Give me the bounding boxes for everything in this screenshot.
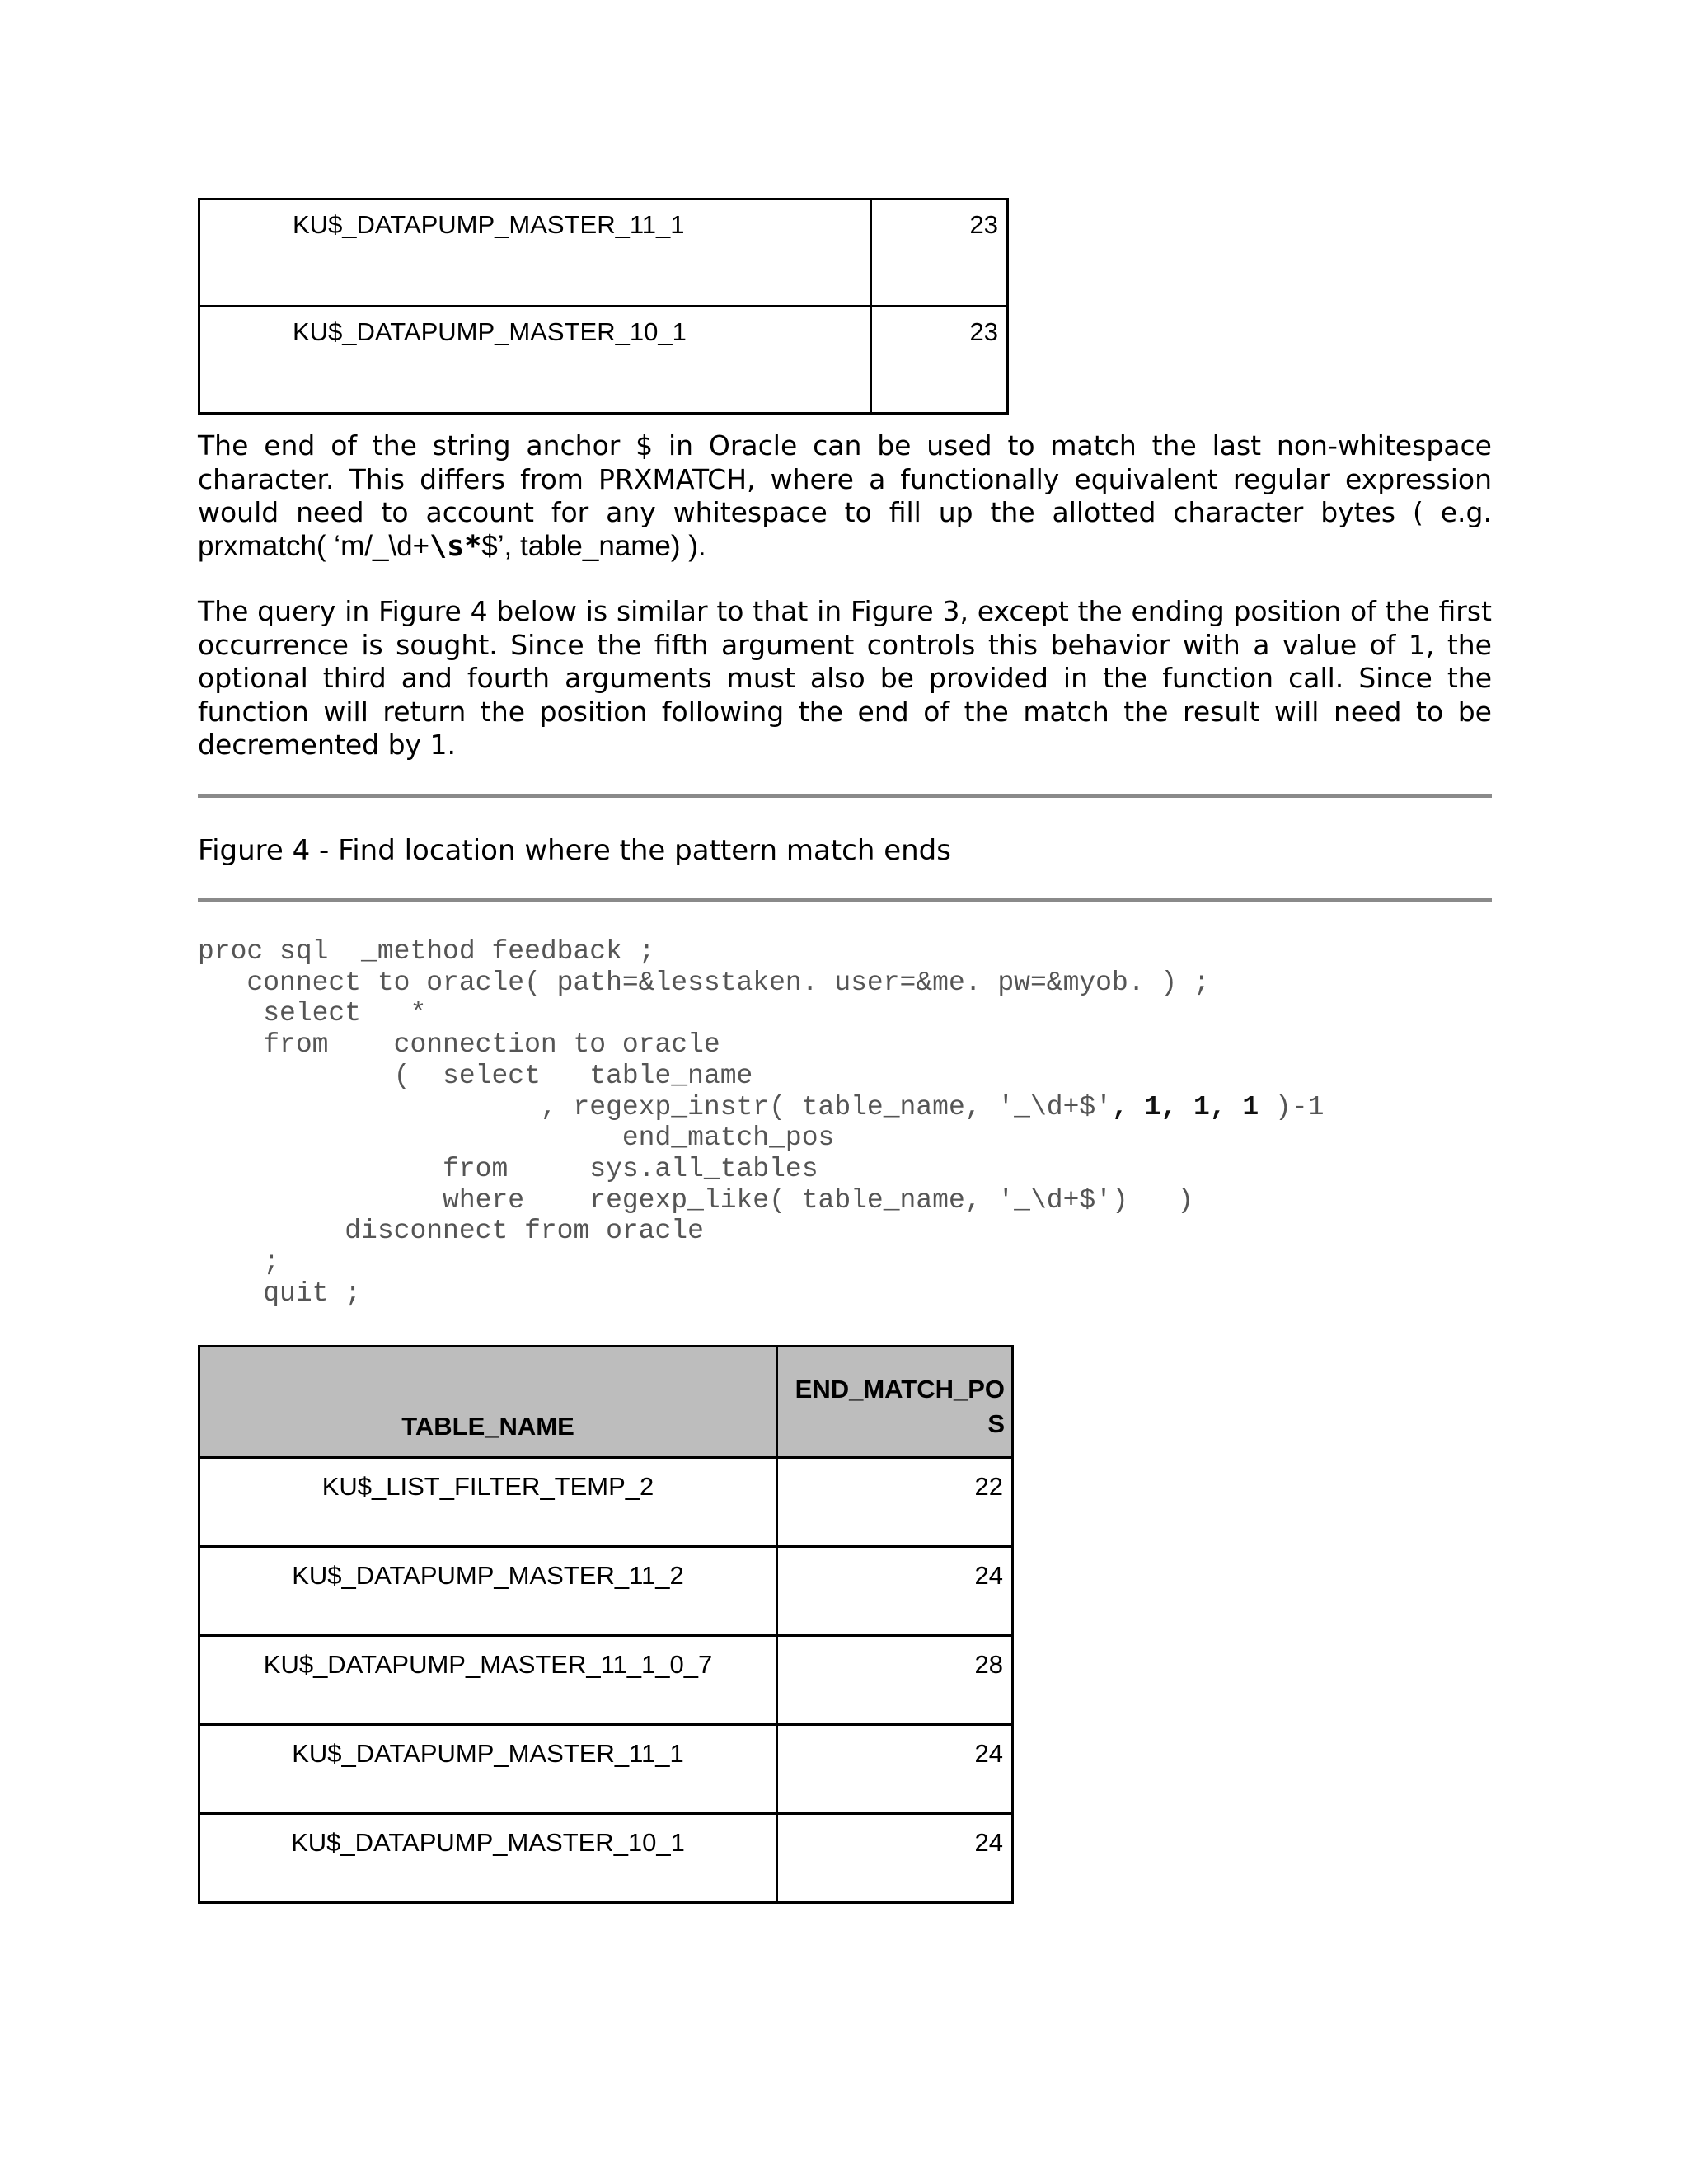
value-cell: 23 <box>871 307 1008 414</box>
table-name-cell: KU$_DATAPUMP_MASTER_11_2 <box>199 1547 777 1636</box>
table-row <box>199 1636 1013 1725</box>
table-row <box>199 199 1008 307</box>
column-header-table-name: TABLE_NAME <box>199 1347 777 1458</box>
inline-code-bold: \s* <box>429 529 482 563</box>
column-header-end-match-pos: END_MATCH_PO S <box>777 1347 1013 1458</box>
paragraph-text: The end of the string anchor $ in Oracle can be used to match the last non-whitespace character. This differs from PRXMATCH, where a functionally equivalent regular expression would need to account for any whitespace to fill up the allotted character bytes ( e.g. <box>198 429 1492 528</box>
figure-caption: Figure 4 - Find location where the pattern match ends <box>198 834 951 867</box>
value-cell: 22 <box>777 1458 1013 1547</box>
divider-top <box>198 794 1492 798</box>
end-match-results-table <box>198 1345 1014 1904</box>
table-name-cell: KU$_DATAPUMP_MASTER_11_1 <box>199 1725 777 1814</box>
code-line: ( select table_name <box>198 1060 753 1091</box>
paragraph-figure4-intro: The query in Figure 4 below is similar to that in Figure 3, except the ending position of the first occurrence is sought. Since the fifth argument controls this behavior with a value of 1, the optional third and fourth arguments must also be provided in the function call. Since the function will return the position following the end of the match the result will need to be decremented by 1. <box>198 595 1492 761</box>
divider-bottom <box>198 898 1492 902</box>
table-row <box>199 1458 1013 1547</box>
table-name-cell: KU$_DATAPUMP_MASTER_11_1_0_7 <box>199 1636 777 1725</box>
code-line: where regexp_like( table_name, '_\d+$') ) <box>198 1184 1193 1216</box>
code-line: from connection to oracle <box>198 1029 720 1061</box>
table-row <box>199 1725 1013 1814</box>
code-line: from sys.all_tables <box>198 1153 818 1184</box>
paragraph-anchor-explanation <box>198 429 1492 563</box>
table-name-cell: KU$_DATAPUMP_MASTER_10_1 <box>199 307 871 414</box>
code-line: ; <box>198 1247 280 1278</box>
value-cell: 23 <box>871 199 1008 307</box>
table-row <box>199 1547 1013 1636</box>
table-name-cell: KU$_LIST_FILTER_TEMP_2 <box>199 1458 777 1547</box>
table-row <box>199 1814 1013 1903</box>
table-row <box>199 307 1008 414</box>
value-cell: 24 <box>777 1725 1013 1814</box>
code-line: , regexp_instr( table_name, '_\d+$', 1, 1, 1 )-1 <box>198 1091 1325 1122</box>
value-cell: 28 <box>777 1636 1013 1725</box>
value-cell: 24 <box>777 1547 1013 1636</box>
code-line: select * <box>198 998 427 1029</box>
inline-code: prxmatch( ‘m/_\d+\s*$’, table_name) ). <box>198 529 706 563</box>
code-line: quit ; <box>198 1277 362 1309</box>
top-results-table <box>198 198 1009 415</box>
table-name-cell: KU$_DATAPUMP_MASTER_11_1 <box>199 199 871 307</box>
code-line: end_match_pos <box>198 1122 835 1154</box>
code-bold-args: , 1, 1, 1 <box>1111 1091 1259 1122</box>
code-line: connect to oracle( path=&lesstaken. user=&me. pw=&myob. ) ; <box>198 967 1210 998</box>
code-listing <box>198 936 1324 1309</box>
code-line: proc sql _method feedback ; <box>198 936 655 967</box>
code-line: disconnect from oracle <box>198 1216 704 1247</box>
value-cell: 24 <box>777 1814 1013 1903</box>
table-header-row <box>199 1347 1013 1458</box>
table-name-cell: KU$_DATAPUMP_MASTER_10_1 <box>199 1814 777 1903</box>
